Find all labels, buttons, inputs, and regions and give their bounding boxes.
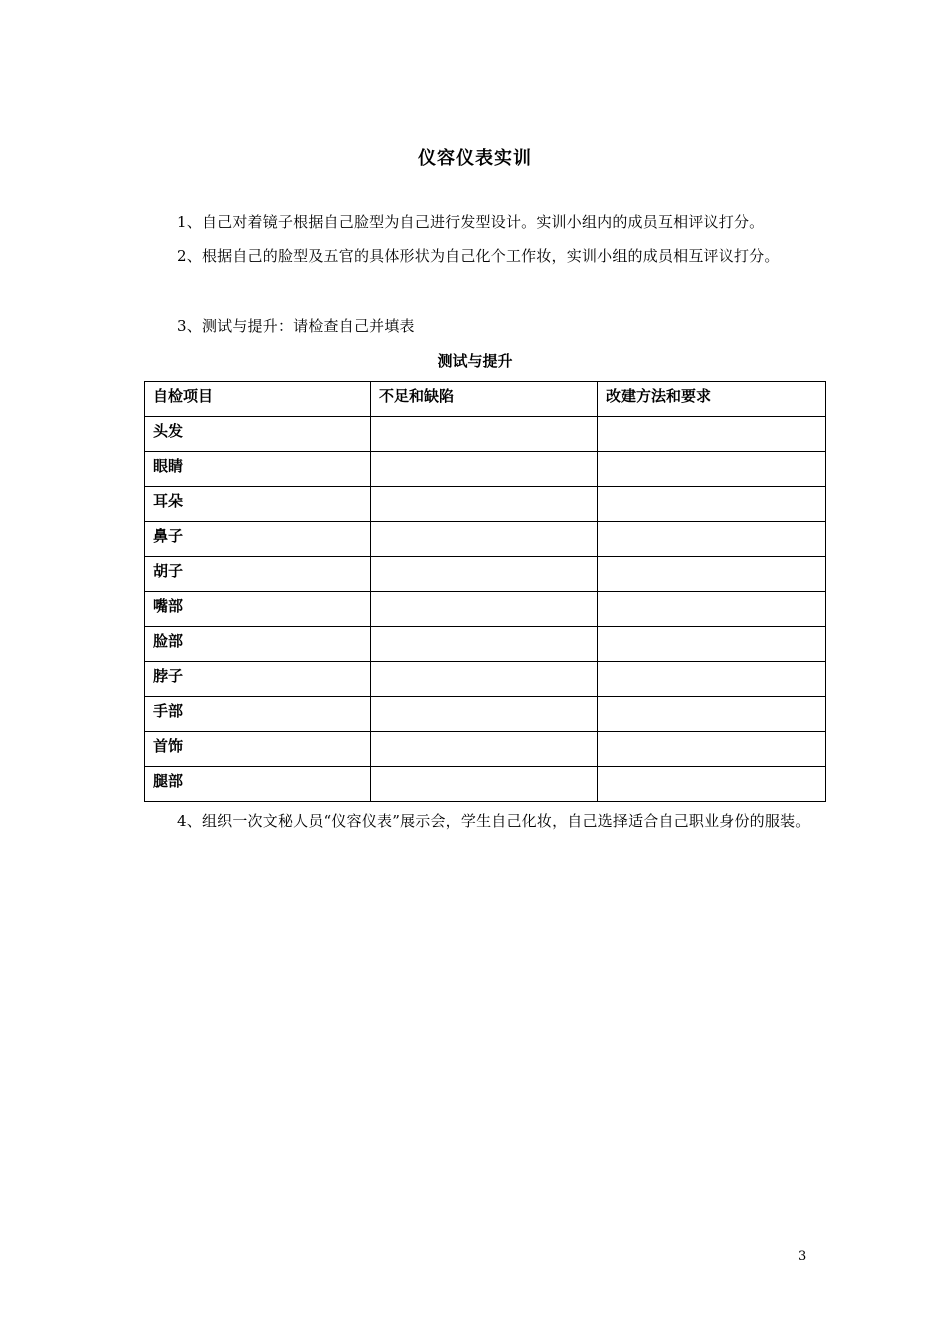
- method-cell[interactable]: [598, 592, 826, 627]
- header-deficiency: 不足和缺陷: [371, 382, 598, 417]
- item-cell: 胡子: [145, 557, 371, 592]
- deficiency-cell[interactable]: [371, 487, 598, 522]
- table-row: [145, 522, 826, 557]
- paragraph-1-text: 1、自己对着镜子根据自己脸型为自己进行发型设计。实训小组内的成员互相评议打分。: [177, 213, 765, 231]
- deficiency-cell[interactable]: [371, 732, 598, 767]
- table-row: [145, 557, 826, 592]
- item-cell: 首饰: [145, 732, 371, 767]
- table-row: [145, 767, 826, 802]
- deficiency-cell[interactable]: [371, 767, 598, 802]
- deficiency-cell[interactable]: [371, 557, 598, 592]
- method-cell[interactable]: [598, 522, 826, 557]
- item-cell: 眼睛: [145, 452, 371, 487]
- paragraph-2: [145, 239, 825, 273]
- page-number: 3: [798, 1249, 807, 1264]
- page-title: 仪容仪表实训: [418, 148, 532, 169]
- table-row: [145, 487, 826, 522]
- method-cell[interactable]: [598, 557, 826, 592]
- header-item: 自检项目: [145, 382, 371, 417]
- method-cell[interactable]: [598, 417, 826, 452]
- deficiency-cell[interactable]: [371, 592, 598, 627]
- table-row: [145, 592, 826, 627]
- table-row: [145, 662, 826, 697]
- paragraph-3: [145, 309, 825, 343]
- item-cell: 嘴部: [145, 592, 371, 627]
- item-cell: 脖子: [145, 662, 371, 697]
- method-cell[interactable]: [598, 452, 826, 487]
- method-cell[interactable]: [598, 487, 826, 522]
- deficiency-cell[interactable]: [371, 452, 598, 487]
- item-cell: 手部: [145, 697, 371, 732]
- item-cell: 脸部: [145, 627, 371, 662]
- method-cell[interactable]: [598, 697, 826, 732]
- method-cell[interactable]: [598, 767, 826, 802]
- table-row: [145, 732, 826, 767]
- method-cell[interactable]: [598, 662, 826, 697]
- item-cell: 鼻子: [145, 522, 371, 557]
- deficiency-cell[interactable]: [371, 522, 598, 557]
- paragraph-1: [145, 205, 825, 239]
- item-cell: 耳朵: [145, 487, 371, 522]
- paragraph-4: [145, 804, 825, 838]
- header-method: 改建方法和要求: [598, 382, 826, 417]
- method-cell[interactable]: [598, 627, 826, 662]
- method-cell[interactable]: [598, 732, 826, 767]
- paragraph-4-text: 4、组织一次文秘人员“仪容仪表”展示会，学生自己化妆，自己选择适合自己职业身份的服装。: [177, 812, 811, 830]
- item-cell: 腿部: [145, 767, 371, 802]
- table-row: [145, 417, 826, 452]
- paragraph-2-text: 2、根据自己的脸型及五官的具体形状为自己化个工作妆，实训小组的成员相互评议打分。: [177, 247, 780, 265]
- item-cell: 头发: [145, 417, 371, 452]
- deficiency-cell[interactable]: [371, 417, 598, 452]
- paragraph-3-text: 3、测试与提升：请检查自己并填表: [177, 317, 415, 335]
- table-caption: 测试与提升: [437, 352, 513, 370]
- deficiency-cell[interactable]: [371, 697, 598, 732]
- table-header-row: [145, 382, 826, 417]
- table-row: [145, 697, 826, 732]
- table-row: [145, 627, 826, 662]
- deficiency-cell[interactable]: [371, 627, 598, 662]
- table-row: [145, 452, 826, 487]
- deficiency-cell[interactable]: [371, 662, 598, 697]
- self-check-table: [144, 381, 826, 802]
